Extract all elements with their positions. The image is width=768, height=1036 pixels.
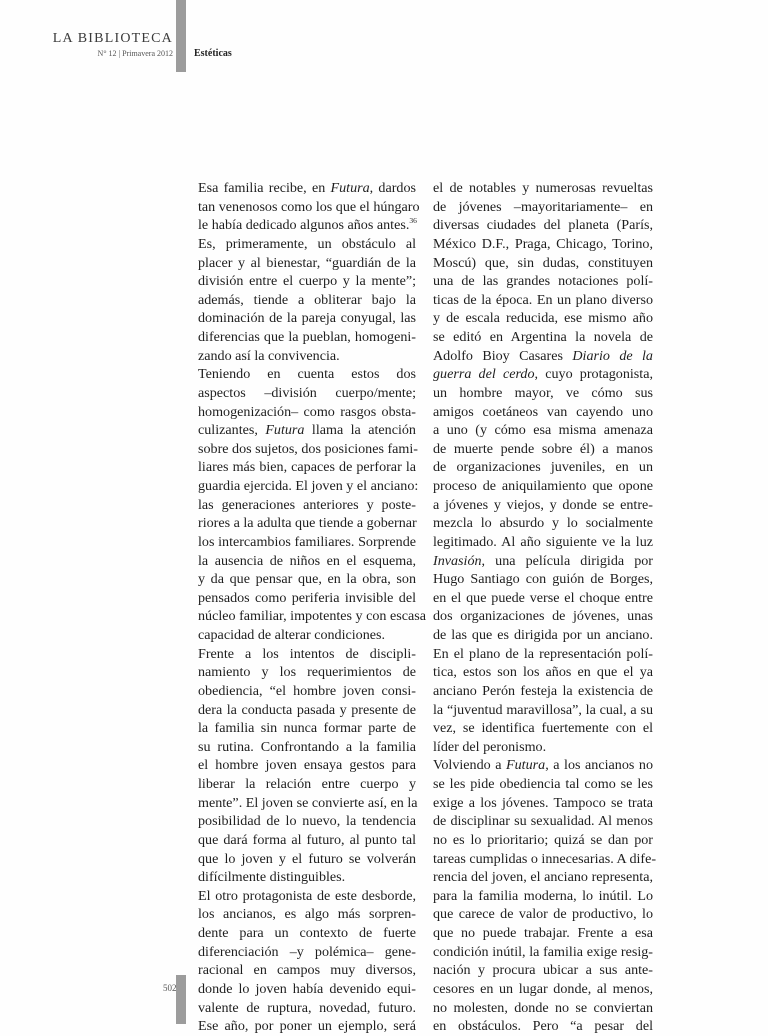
text-run: que no puede trabajar. Frente a esa <box>433 925 653 941</box>
text-line <box>198 924 416 943</box>
text-run: Frente a los intentos de discipli- <box>198 645 416 662</box>
text-run: , cuyo protagonista, <box>534 366 653 383</box>
text-run: para la familia moderna, lo inútil. Lo <box>433 887 653 904</box>
text-run: tan venenosos como los que el húngaro <box>198 198 420 215</box>
text-run: legitimado. Al año siguiente ve la luz <box>433 533 653 550</box>
text-line <box>433 831 653 850</box>
text-run: no es lo prioritario; quizá se dan por <box>433 831 653 848</box>
text-run: núcleo familiar, impotentes y con escasa <box>198 608 426 625</box>
text-run: proceso de aniquilamiento que opone <box>433 478 653 494</box>
text-line <box>198 905 416 924</box>
text-line <box>433 719 653 738</box>
text-line <box>198 1017 416 1036</box>
text-line <box>198 403 416 422</box>
text-run: homogenización– como rasgos obsta- <box>198 403 416 420</box>
text-run: pensados como periferia invisible del <box>198 589 416 606</box>
text-run: mezcla lo absurdo y lo socialmente <box>433 515 653 532</box>
text-line <box>198 980 416 999</box>
italic-title: Futura <box>330 180 370 196</box>
text-run: dos organizaciones de jóvenes, unas <box>433 608 653 625</box>
text-run: diferenciación –y polémica– gene- <box>198 943 416 960</box>
text-run: se editó en Argentina la novela de <box>433 329 653 345</box>
text-run: , a los ancianos no <box>545 757 653 774</box>
text-line <box>198 999 416 1018</box>
text-line <box>198 607 426 626</box>
text-line <box>433 868 653 887</box>
text-run: México D.F., Praga, Chicago, Torino, <box>433 235 653 252</box>
text-line <box>198 887 416 906</box>
text-run: , dardos <box>369 180 416 196</box>
text-run: anciano Perón festeja la existencia de <box>433 682 653 699</box>
text-run: zando así la convivencia. <box>198 347 340 364</box>
text-line <box>433 216 653 235</box>
text-run: culizantes, <box>198 422 266 439</box>
text-line <box>433 1017 653 1036</box>
text-line <box>198 868 416 887</box>
text-line <box>433 663 653 682</box>
text-run: liberar la relación entre cuerpo y <box>198 776 416 792</box>
text-run: Moscú) que, sin dudas, constituyen <box>433 254 653 271</box>
text-line <box>198 850 416 869</box>
text-line <box>433 477 653 496</box>
text-line <box>433 812 653 831</box>
text-run: liares más bien, capaces de perforar la <box>198 459 416 476</box>
text-run: vez, se identifica fuertemente con el <box>433 720 653 737</box>
text-line <box>433 905 653 924</box>
text-column-left <box>198 179 426 1036</box>
text-line <box>198 645 416 664</box>
text-run: a jóvenes y viejos, y donde se entre- <box>433 496 653 513</box>
text-line <box>198 626 416 645</box>
text-run: un hombre mayor, ve cómo sus <box>433 384 653 401</box>
journal-title: LA BIBLIOTECA <box>52 31 173 46</box>
text-line <box>433 328 653 347</box>
text-run: rencia del joven, el anciano representa, <box>433 869 653 886</box>
text-run: Es, primeramente, un obstáculo al <box>198 235 416 252</box>
text-run: le había dedicado algunos años antes. <box>198 217 410 234</box>
text-line <box>433 999 653 1018</box>
text-run: la “juventud maravillosa”, la cual, a su <box>433 701 653 718</box>
italic-title: Diario de la <box>572 347 653 364</box>
text-run: en el que puede verse el choque entre <box>433 589 653 606</box>
text-line <box>198 682 416 701</box>
text-line <box>198 365 416 384</box>
text-line <box>198 812 416 831</box>
text-line <box>433 794 653 813</box>
italic-title: Invasión <box>433 552 482 569</box>
text-run: llama la atención <box>304 422 416 439</box>
text-line <box>198 738 416 757</box>
header-rule <box>176 0 186 72</box>
text-line <box>433 272 653 291</box>
text-line <box>433 533 653 552</box>
text-line <box>198 570 416 589</box>
text-line <box>198 235 416 254</box>
text-line <box>433 682 653 701</box>
text-run: El otro protagonista de este desborde, <box>198 887 416 904</box>
text-line <box>433 775 653 794</box>
text-run: la familia sin nunca formar parte de <box>198 720 416 737</box>
text-run: Adolfo Bioy Casares <box>433 347 573 364</box>
text-line <box>433 365 653 384</box>
text-run: a uno (y cómo esa misma amenaza <box>433 422 653 439</box>
text-line <box>433 738 653 757</box>
text-run: además, tiende a obliterar bajo la <box>198 291 416 308</box>
text-line <box>198 216 416 235</box>
text-line <box>198 458 416 477</box>
text-line <box>198 477 419 496</box>
text-run: de organizaciones juveniles, en un <box>433 459 653 476</box>
text-line <box>198 831 416 850</box>
text-line <box>433 347 653 366</box>
issue-info: N° 12 | Primavera 2012 <box>97 49 173 58</box>
text-line <box>198 794 416 813</box>
text-line <box>198 198 420 217</box>
text-run: de disciplinar su sexualidad. Al menos <box>433 813 653 830</box>
text-run: su rutina. Confrontando a la familia <box>198 738 416 755</box>
text-line <box>433 570 653 589</box>
text-line <box>433 458 653 477</box>
text-line <box>433 179 653 198</box>
text-line <box>198 291 416 310</box>
text-line <box>198 272 416 291</box>
text-line <box>433 589 653 608</box>
text-line <box>198 663 416 682</box>
text-line <box>433 291 653 310</box>
text-line <box>433 943 653 962</box>
text-line <box>433 235 653 254</box>
text-line <box>198 328 416 347</box>
text-line <box>433 645 653 664</box>
text-run: los ancianos, es algo más sorpren- <box>198 906 416 923</box>
text-run: división entre el cuerpo y la mente”; <box>198 273 416 290</box>
text-line <box>198 701 416 720</box>
text-run: condición inútil, la familia exige resig- <box>433 943 653 960</box>
text-line <box>433 887 653 906</box>
text-run: una de las grandes notaciones polí- <box>433 273 653 290</box>
text-line <box>433 440 653 459</box>
text-line <box>198 552 416 571</box>
text-run: placer y al bienestar, “guardián de la <box>198 254 416 271</box>
footnote-ref: 36 <box>409 216 417 226</box>
text-line <box>198 179 416 198</box>
text-run: nación y procura ubicar a sus ante- <box>433 962 653 979</box>
text-run: en obstáculos. Pero “a pesar del <box>433 1018 653 1035</box>
text-line <box>198 514 416 533</box>
text-line <box>198 384 416 403</box>
text-run: donde lo joven había devenido equi- <box>198 980 416 997</box>
text-run: capacidad de alterar condiciones. <box>198 627 386 643</box>
text-line <box>433 198 653 217</box>
text-run: , una película dirigida por <box>481 552 653 569</box>
text-run: ticas de la época. En un plano diverso <box>433 291 653 308</box>
italic-title: Futura <box>265 422 305 439</box>
text-line <box>433 924 653 943</box>
text-run: obediencia, “el hombre joven consi- <box>198 682 416 699</box>
text-run: Ese año, por poner un ejemplo, será <box>198 1018 416 1035</box>
text-run: dera la conducta pasada y presente de <box>198 701 416 718</box>
text-run: exige a los jóvenes. Tampoco se trata <box>433 794 653 811</box>
text-run: la ausencia de niños en el esquema, <box>198 552 416 569</box>
text-run: namiento y los requerimientos de <box>198 664 416 681</box>
text-run: que dará forma al futuro, al punto tal <box>198 831 416 848</box>
text-run: los intercambios familiares. Sorprende <box>198 533 416 550</box>
text-run: líder del peronismo. <box>433 738 547 755</box>
text-line <box>198 533 416 552</box>
text-run: Esa familia recibe, en <box>198 180 331 196</box>
text-line <box>433 701 653 720</box>
text-run: dente para un contexto de fuerte <box>198 925 416 941</box>
text-run: dominación de la pareja conyugal, las <box>198 310 416 327</box>
text-line <box>433 421 653 440</box>
text-run: posibilidad de lo nuevo, la tendencia <box>198 813 416 830</box>
text-run: difícilmente distinguibles. <box>198 869 346 886</box>
italic-title: guerra del cerdo <box>433 366 535 383</box>
text-line <box>433 961 653 980</box>
text-line <box>198 496 416 515</box>
text-line <box>198 719 416 738</box>
text-run: y de escala reducida, ese mismo año <box>433 310 653 327</box>
text-run: sobre dos sujetos, dos posiciones fami- <box>198 440 418 457</box>
text-line <box>198 347 416 366</box>
text-line <box>433 514 653 533</box>
text-run: de las que es dirigida por un anciano. <box>433 627 653 643</box>
text-line <box>433 756 653 775</box>
text-run: guardia ejercida. El joven y el anciano: <box>198 478 419 494</box>
text-run: el de notables y numerosas revueltas <box>433 180 653 196</box>
text-run: racional en campos muy diversos, <box>198 962 416 979</box>
text-line <box>433 403 653 422</box>
text-line <box>433 850 657 869</box>
page-number: 502 <box>163 983 177 993</box>
text-run: de jóvenes –mayoritariamente– en <box>433 198 653 215</box>
text-column-right <box>433 179 657 1036</box>
text-run: Volviendo a <box>433 757 507 774</box>
text-run: las generaciones anteriores y poste- <box>198 496 416 513</box>
text-line <box>198 421 416 440</box>
text-run: aspectos –división cuerpo/mente; <box>198 384 416 401</box>
section-title: Estéticas <box>194 48 232 59</box>
text-line <box>198 961 416 980</box>
footer-rule <box>176 975 186 1024</box>
text-line <box>433 384 653 403</box>
text-line <box>198 943 416 962</box>
text-line <box>433 626 653 645</box>
italic-title: Futura <box>506 757 546 774</box>
text-line <box>433 309 653 328</box>
text-line <box>433 254 653 273</box>
text-run: amigos coetáneos van cayendo uno <box>433 403 653 420</box>
text-line <box>433 607 653 626</box>
text-line <box>198 440 416 459</box>
text-run: Hugo Santiago con guión de Borges, <box>433 571 653 588</box>
text-run: tica, estos son los años en que el ya <box>433 664 653 681</box>
text-run: de muerte pende sobre él) a manos <box>433 440 653 457</box>
text-line <box>198 309 416 328</box>
text-line <box>198 775 416 794</box>
text-run: que carece de valor de productivo, lo <box>433 906 653 923</box>
text-run: el hombre joven ensaya gestos para <box>198 757 416 774</box>
text-run: se les pide obediencia tal como se les <box>433 776 653 792</box>
text-run: diversas ciudades del planeta (París, <box>433 217 653 234</box>
text-run: mente”. El joven se convierte así, en la <box>198 794 418 811</box>
text-run: En el plano de la representación polí- <box>433 645 653 662</box>
text-line <box>433 496 653 515</box>
text-line <box>198 756 416 775</box>
text-run: valente de ruptura, novedad, futuro. <box>198 999 416 1016</box>
text-run: riores a la adulta que tiende a gobernar <box>198 515 417 532</box>
text-run: tareas cumplidas o innecesarias. A dife- <box>433 850 657 867</box>
text-run: y da que pensar que, en la obra, son <box>198 571 416 588</box>
text-run: Teniendo en cuenta estos dos <box>198 366 416 383</box>
text-line <box>433 980 653 999</box>
text-run: no molesten, donde no se conviertan <box>433 999 653 1016</box>
text-run: diferencias que la pueblan, homogeni- <box>198 329 416 345</box>
text-run: que lo joven y el futuro se volverán <box>198 850 416 867</box>
text-line <box>198 589 416 608</box>
text-line <box>198 254 416 273</box>
text-run: cesores en un lugar donde, al menos, <box>433 980 653 997</box>
text-line <box>433 552 653 571</box>
